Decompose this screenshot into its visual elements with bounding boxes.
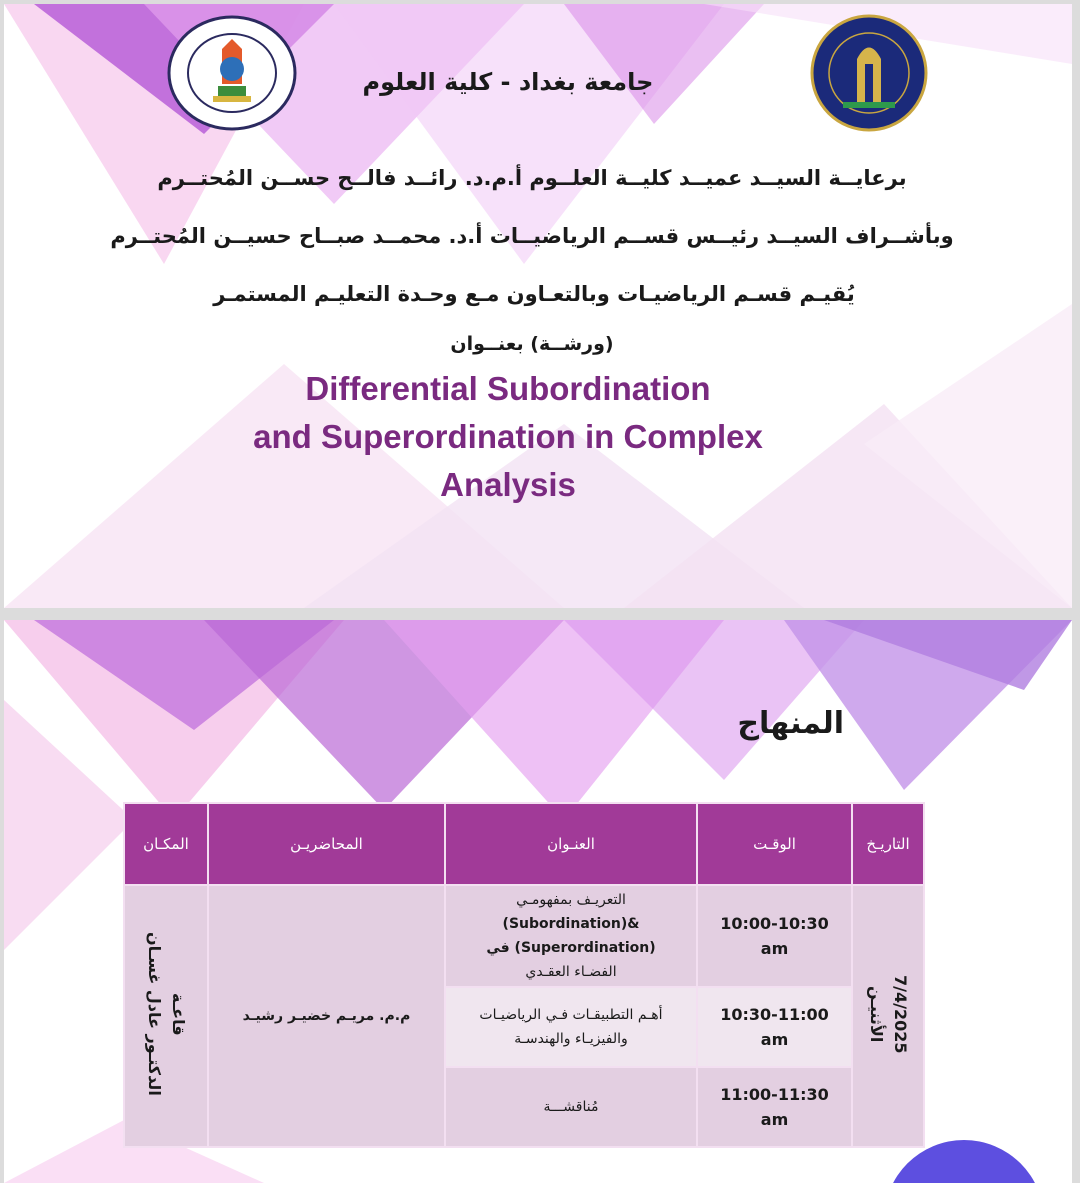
time-range: 10:30-11:00 — [720, 1005, 829, 1024]
date-value: 7/4/2025 — [891, 974, 910, 1054]
schedule-table — [123, 802, 925, 1148]
subject-line: التعريـف بمفهومـي — [516, 892, 626, 908]
subject-line: والفيزيـاء والهندسـة — [514, 1031, 628, 1047]
subject-line: الفضـاء العقـدي — [525, 964, 617, 980]
workshop-title-line-3: Analysis — [440, 466, 576, 503]
venue-cell — [124, 885, 208, 1147]
subject-cell — [445, 885, 697, 987]
subject-line: &(Subordination) — [502, 916, 640, 932]
lecturer-cell — [208, 885, 445, 1147]
header-date: التاريـخ — [852, 803, 924, 885]
header-lecturers: المحاضريـن — [208, 803, 445, 885]
curriculum-heading: المنهاج — [737, 706, 844, 741]
header-venue: المكـان — [124, 803, 208, 885]
subject-line: أهـم التطبيقـات فـي الرياضيـات — [479, 1007, 663, 1023]
venue-line-2: الدكتـور عادل غسـان — [145, 932, 164, 1096]
subject-line: مُناقشـــة — [543, 1099, 599, 1115]
lecturer-name: م.م. مريـم خضيـر رشيـد — [242, 1008, 411, 1024]
table-row — [124, 885, 924, 987]
venue-line-1: قاعـة — [169, 992, 188, 1036]
workshop-title-line-1: Differential Subordination — [305, 370, 711, 407]
subject-line: (Superordination) في — [486, 940, 656, 956]
subject-cell — [445, 987, 697, 1067]
header-title: العنـوان — [445, 803, 697, 885]
time-cell — [697, 1067, 852, 1147]
day-value: الأثنيـن — [867, 985, 886, 1043]
organizer-line: يُقيـم قسـم الرياضيـات وبالتعـاون مـع وحـدة التعليـم المستمـر — [213, 282, 855, 306]
time-period: am — [760, 939, 789, 958]
table-header-row — [124, 803, 924, 885]
university-line: جامعة بغداد - كلية العلوم — [362, 68, 654, 96]
time-range: 10:00-10:30 — [720, 914, 829, 933]
workshop-label: (ورشــة) بعنــوان — [450, 333, 614, 355]
subject-cell — [445, 1067, 697, 1147]
time-period: am — [760, 1030, 789, 1049]
poster-bottom-panel — [4, 620, 1072, 1183]
time-period: am — [760, 1110, 789, 1129]
supervision-line: وبأشــراف السيــد رئيــس قســم الرياضيــات أ.د. محمــد صبــاح حسيــن المُحتــرم — [110, 224, 954, 248]
time-cell — [697, 987, 852, 1067]
date-cell — [852, 885, 924, 1147]
patronage-line: برعايــة السيــد عميــد كليــة العلــوم أ.م.د. رائــد فالــح حســن المُحتــرم — [157, 166, 907, 190]
time-cell — [697, 885, 852, 987]
header-time: الوقـت — [697, 803, 852, 885]
time-range: 11:00-11:30 — [720, 1085, 829, 1104]
poster-top-panel — [4, 4, 1072, 608]
workshop-title-line-2: and Superordination in Complex — [253, 418, 763, 455]
